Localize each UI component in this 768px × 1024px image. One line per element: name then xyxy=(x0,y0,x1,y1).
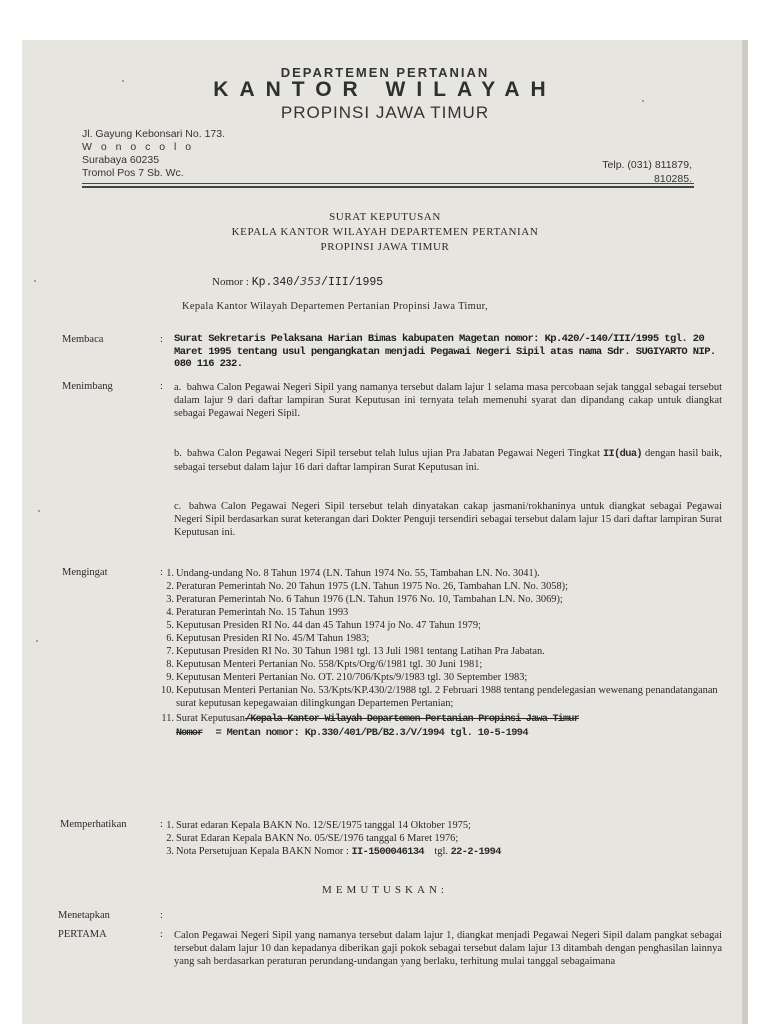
colon: : xyxy=(160,819,163,830)
typed-date: 22-2-1994 xyxy=(450,846,501,858)
colon: : xyxy=(160,334,163,345)
colon: : xyxy=(160,381,163,392)
item-key: c. xyxy=(174,501,182,512)
decree-number xyxy=(212,275,383,289)
header-rule xyxy=(82,183,694,184)
item-typed: II(dua) xyxy=(602,448,642,460)
nomor-label: Nomor : xyxy=(212,276,249,288)
colon: : xyxy=(160,929,163,940)
list-item: 9. Keputusan Menteri Pertanian No. OT. 210/706/Kpts/9/1983 tgl. 30 September 1983; xyxy=(166,672,528,683)
decree-subtitle: KEPALA KANTOR WILAYAH DEPARTEMEN PERTANIAN xyxy=(231,226,539,238)
letterhead-department: DEPARTEMEN PERTANIAN xyxy=(280,65,490,80)
address-line: Jl. Gayung Kebonsari No. 173. xyxy=(82,128,226,140)
phone-line: 810285. xyxy=(654,173,692,185)
list-item: 8. Keputusan Menteri Pertanian No. 558/Kpts/Org/6/1981 tgl. 30 Juni 1981; xyxy=(166,659,483,670)
item-text: bahwa Calon Pegawai Negeri Sipil yang namanya tersebut dalam lajur 1 selama masa percobaan sejak tanggal sebagai tersebut dalam lajur 9 dari daftar lampiran Surat Keputusan ini ternyata telah memenuhi syarat dan dipandang cakap untuk diangkat sebagai Pegawai Negeri Sipil. xyxy=(174,382,722,419)
item-text: bahwa Calon Pegawai Negeri Sipil tersebut telah lulus ujian Pra Jabatan Pegawai Negeri Tingkat xyxy=(187,448,600,459)
section-label-menetapkan: Menetapkan xyxy=(58,910,110,921)
letterhead-office: KANTOR WILAYAH xyxy=(213,78,557,101)
mengingat-list xyxy=(156,567,722,740)
header-rule xyxy=(82,186,694,188)
scan-speck xyxy=(36,640,38,642)
typed-number: II-1500046134 xyxy=(351,846,424,858)
item-text: bahwa Calon Pegawai Negeri Sipil tersebut telah dinyatakan cakap jasmani/rokhaninya untuk diangkat sebagai Pegawai Negeri Sipil berdasarkan surat keterangan dari Dokter Penguji tersendiri sebagai tersebut dalam lajur 15 dari daftar lampiran Surat Keputusan ini. xyxy=(174,501,723,538)
list-item: 6. Keputusan Presiden RI No. 45/M Tahun 1983; xyxy=(166,633,370,644)
decree-title: SURAT KEPUTUSAN xyxy=(329,211,441,223)
list-item: 10. Keputusan Menteri Pertanian No. 53/Kpts/KP.430/2/1988 tgl. 2 Februari 1988 tentang pendelegasian wewenang penandatanganan surat keputusan kepegawaian dilingkungan Departemen Pertanian; xyxy=(161,685,718,709)
list-item: 11. Surat Keputusan/Kepala Kantor Wilayah Departemen Pertanian Propinsi Jawa Timur Nomor = Mentan nomor: Kp.330/401/PB/B2.3/V/1994 tgl. 10-5-1994 xyxy=(161,713,579,739)
list-item: 3. Nota Persetujuan Kepala BAKN Nomor : II-1500046134 tgl. 22-2-1994 xyxy=(166,846,501,858)
section-label-memperhatikan: Memperhatikan xyxy=(60,819,127,830)
decree-intro: Kepala Kantor Wilayah Departemen Pertanian Propinsi Jawa Timur, xyxy=(182,301,488,312)
list-item: 4. Peraturan Pemerintah No. 15 Tahun 1993 xyxy=(166,607,349,618)
colon: : xyxy=(160,567,163,578)
phone-line: Telp. (031) 811879, xyxy=(602,159,692,171)
list-item: 2. Peraturan Pemerintah No. 20 Tahun 1975 (LN. Tahun 1975 No. 26, Tambahan LN. No. 3058); xyxy=(166,581,569,592)
decree-subtitle-province: PROPINSI JAWA TIMUR xyxy=(320,241,450,253)
memperhatikan-list xyxy=(156,819,722,859)
address-line: W o n o c o l o xyxy=(82,141,195,153)
letterhead-phone xyxy=(542,158,692,186)
list-item: 7. Keputusan Presiden RI No. 30 Tahun 1981 tgl. 13 Juli 1981 tentang Latihan Pra Jabatan. xyxy=(166,646,545,657)
list-item: 5. Keputusan Presiden RI No. 44 dan 45 Tahun 1974 jo No. 47 Tahun 1979; xyxy=(166,620,481,631)
membaca-text: Surat Sekretaris Pelaksana Harian Bimas kabupaten Magetan nomor: Kp.420/-140/III/1995 tgl. 20 Maret 1995 tentang usul pengangkatan menjadi Pegawai Negeri Sipil atas nama Sdr. SUGIYARTO NIP. 080 116 232. xyxy=(174,333,716,370)
address-line: Tromol Pos 7 Sb. Wc. xyxy=(82,167,184,179)
section-label-membaca: Membaca xyxy=(62,334,104,345)
menimbang-item-a xyxy=(174,381,722,420)
document-page xyxy=(22,40,748,1024)
scan-speck xyxy=(34,280,36,282)
memutuskan-heading: MEMUTUSKAN: xyxy=(322,884,448,896)
menimbang-item-c xyxy=(174,500,722,539)
nomor-typed: Kp.340/ xyxy=(251,276,301,289)
list-item: 2. Surat Edaran Kepala BAKN No. 05/SE/1976 tanggal 6 Maret 1976; xyxy=(166,833,459,844)
list-item: 1. Undang-undang No. 8 Tahun 1974 (LN. Tahun 1974 No. 55, Tambahan LN. No. 3041). xyxy=(166,568,540,579)
item-key: b. xyxy=(174,448,182,459)
scan-speck xyxy=(122,80,124,82)
pertama-text: Calon Pegawai Negeri Sipil yang namanya tersebut dalam lajur 1, diangkat menjadi Pegawai Negeri Sipil dalam pangkat sebagai tersebut dalam lajur 10 dan kepadanya diberikan gaji pokok sebagai tersebut dalam lajur 13 ditambah dengan penghasilan lainnya yang sah berdasarkan peraturan perundang-undangan yang berlaku, terhitung mulai tanggal sebagaimana xyxy=(174,930,722,967)
letterhead-province: PROPINSI JAWA TIMUR xyxy=(280,103,490,122)
scan-speck xyxy=(38,510,40,512)
typed-reference: = Mentan nomor: Kp.330/401/PB/B2.3/V/1994 tgl. 10-5-1994 xyxy=(215,727,528,739)
list-item: 3. Peraturan Pemerintah No. 6 Tahun 1976 (LN. Tahun 1976 No. 10, Tambahan LN. No. 3069); xyxy=(166,594,563,605)
address-line: Surabaya 60235 xyxy=(82,154,160,166)
nomor-suffix: /III/1995 xyxy=(321,276,384,289)
section-label-pertama: PERTAMA xyxy=(58,929,107,940)
item-key: a. xyxy=(174,382,182,393)
list-item: 1. Surat edaran Kepala BAKN No. 12/SE/1975 tanggal 14 Oktober 1975; xyxy=(166,820,471,831)
struck-text: /Kepala Kantor Wilayah Departemen Pertanian Propinsi Jawa Timur xyxy=(244,714,579,725)
struck-text: Nomor xyxy=(176,728,203,739)
colon: : xyxy=(160,910,163,921)
scan-speck xyxy=(642,100,644,102)
item-text: dengan hasil baik, sebagai tersebut dalam lajur 16 dari daftar lampiran Surat Keputusan ini. xyxy=(174,448,722,473)
section-label-mengingat: Mengingat xyxy=(62,567,108,578)
section-label-menimbang: Menimbang xyxy=(62,381,113,392)
menimbang-item-b xyxy=(174,447,722,474)
letterhead-address xyxy=(82,128,225,180)
nomor-handwritten: 353 xyxy=(300,275,322,288)
